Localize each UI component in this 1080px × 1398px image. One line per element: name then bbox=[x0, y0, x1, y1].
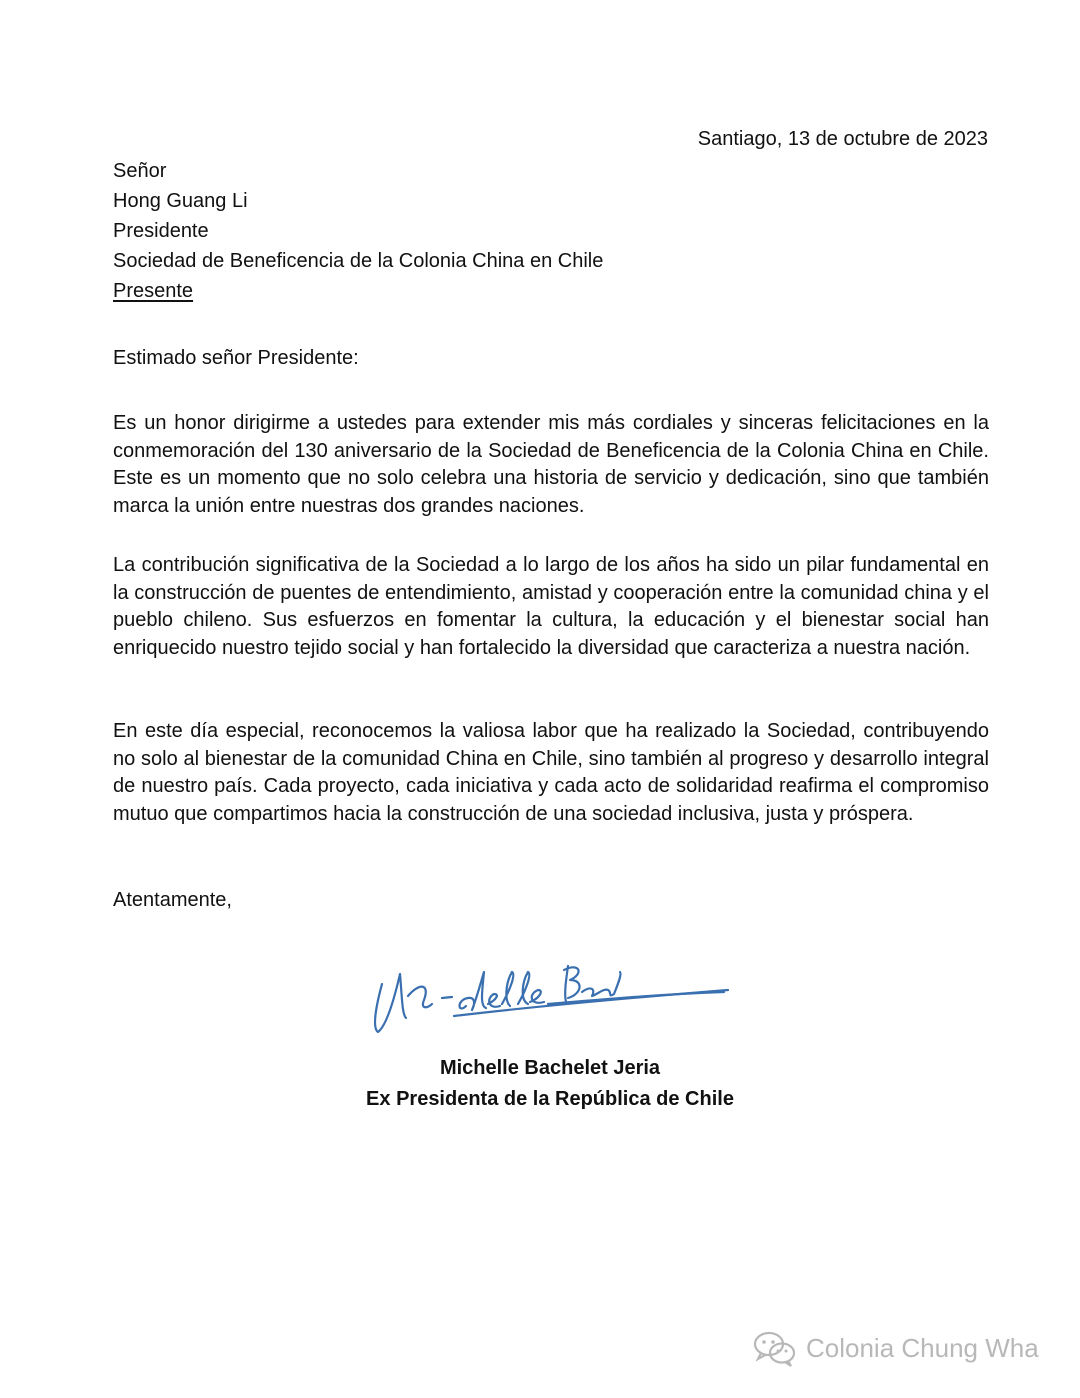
body-paragraph-1: Es un honor dirigirme a ustedes para extender mis más cordiales y sinceras felicitaciones en la conmemoración del 130 aniversario de la Sociedad de Beneficencia de la Colonia China en Chile. Este es un momento que no solo celebra una historia de servicio y dedicación, sino que también marca la unión entre nuestras dos grandes naciones. bbox=[113, 412, 989, 517]
recipient-block bbox=[113, 156, 603, 306]
letter-greeting: Estimado señor Presidente: bbox=[113, 347, 359, 369]
body-paragraph-2: La contribución significativa de la Sociedad a lo largo de los años ha sido un pilar fundamental en la construcción de puentes de entendimiento, amistad y cooperación entre la comunidad china y el pueblo chileno. Sus esfuerzos en fomentar la cultura, la educación y el bienestar social han enriquecido nuestro tejido social y han fortalecido la diversidad que caracteriza a nuestra nación. bbox=[113, 554, 989, 659]
handwritten-signature bbox=[368, 944, 738, 1039]
recipient-name: Hong Guang Li bbox=[113, 190, 248, 212]
recipient-organization: Sociedad de Beneficencia de la Colonia China en Chile bbox=[113, 250, 604, 272]
signatory-name: Michelle Bachelet Jeria bbox=[439, 1057, 661, 1079]
recipient-presente: Presente bbox=[113, 280, 194, 302]
watermark-text: Colonia Chung Wha bbox=[806, 1333, 1039, 1363]
recipient-position: Presidente bbox=[113, 220, 209, 242]
wechat-icon bbox=[752, 1328, 798, 1368]
body-paragraph-3: En este día especial, reconocemos la valiosa labor que ha realizado la Sociedad, contribuyendo no solo al bienestar de la comunidad China en Chile, sino también al progreso y desarrollo integral de nuestro país. Cada proyecto, cada iniciativa y cada acto de solidaridad reafirma el compromiso mutuo que compartimos hacia la construcción de una sociedad inclusiva, justa y próspera. bbox=[113, 720, 989, 825]
letter-date: Santiago, 13 de octubre de 2023 bbox=[697, 128, 988, 150]
watermark bbox=[752, 1328, 1039, 1368]
letter-closing: Atentamente, bbox=[113, 889, 232, 911]
recipient-salutation: Señor bbox=[113, 160, 167, 182]
signatory-title: Ex Presidenta de la República de Chile bbox=[366, 1088, 734, 1110]
